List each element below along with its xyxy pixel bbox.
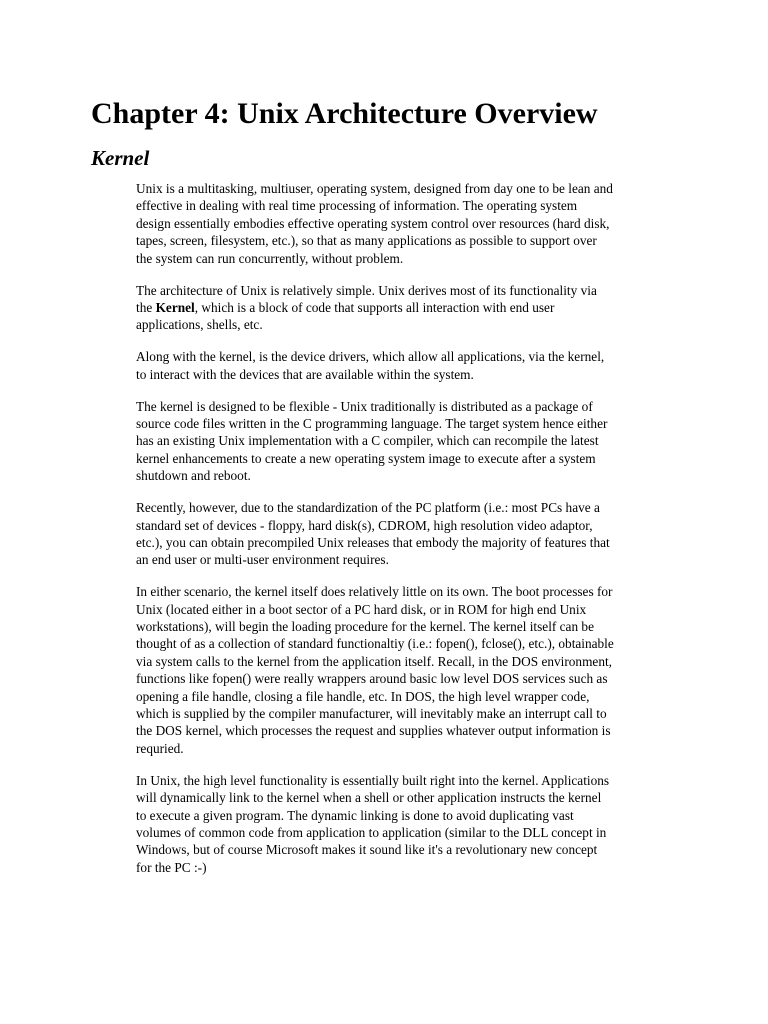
text-line: an end user or multi-user environment requires. <box>136 552 389 568</box>
text-line: volumes of common code from application to application (similar to the DLL concept in <box>136 825 607 840</box>
text-line: via system calls to the kernel from the application itself. Recall, in the DOS environment, <box>136 653 612 669</box>
text-line: requried. <box>136 740 184 756</box>
text-line: functions like fopen() were really wrappers around basic low level DOS services such as <box>136 671 608 687</box>
paragraph-precompiled <box>136 499 681 569</box>
text-line: Unix (located either in a boot sector of a PC hard disk, or in ROM for high end Unix <box>136 601 587 617</box>
text-line: standard set of devices - floppy, hard disk(s), CDROM, high resolution video adaptor, <box>136 517 593 533</box>
text-line: In Unix, the high level functionality is essentially built right into the kernel. Applications <box>136 772 610 788</box>
text-line: will dynamically link to the kernel when a shell or other application instructs the kernel <box>136 790 602 806</box>
text-line: for the PC :-) <box>136 859 207 875</box>
text-line: to interact with the devices that are available within the system. <box>136 366 474 382</box>
body-text <box>136 180 681 891</box>
text-line: opening a file handle, closing a file handle, etc. In DOS, the high level wrapper code, <box>136 688 590 704</box>
text-line: Recently, however, due to the standardization of the PC platform (i.e.: most PCs have a <box>136 500 600 516</box>
text-line <box>136 299 681 316</box>
text-line: workstations), will begin the loading procedure for the kernel. The kernel itself can be <box>136 619 594 635</box>
chapter-title: Chapter 4: Unix Architecture Overview <box>91 97 598 130</box>
text-line: Windows, but of course Microsoft makes it sound like it's a revolutionary new concept <box>136 842 598 858</box>
text-line: to execute a given program. The dynamic linking is done to avoid duplicating vast <box>136 807 574 823</box>
text-line: thought of as a collection of standard functionaltiy (i.e.: fopen(), fclose(), etc.), obtainable <box>136 636 614 652</box>
kernel-term: Kernel <box>155 299 195 315</box>
text-line: The architecture of Unix is relatively simple. Unix derives most of its functionality via <box>136 282 597 298</box>
paragraph-device-drivers <box>136 348 681 383</box>
text-line: etc.), you can obtain precompiled Unix releases that embody the majority of features that <box>136 534 610 550</box>
text-line: Along with the kernel, is the device drivers, which allow all applications, via the kernel, <box>136 349 605 365</box>
text-line: the DOS kernel, which processes the request and supplies whatever output information is <box>136 723 611 739</box>
text-line: shutdown and reboot. <box>136 468 251 484</box>
paragraph-architecture <box>136 282 681 334</box>
text-line: source code files written in the C programming language. The target system hence either <box>136 415 608 431</box>
text-line: applications, shells, etc. <box>136 317 263 333</box>
section-title-kernel: Kernel <box>91 146 150 170</box>
text-line: which is supplied by the compiler manufacturer, will inevitably make an interrupt call to <box>136 706 607 722</box>
paragraph-dynamic-linking <box>136 772 681 876</box>
text-fragment: , which is a block of code that supports all interaction with end user <box>194 299 555 315</box>
text-line: tapes, screen, filesystem, etc.), so that as many applications as possible to support over <box>136 233 597 249</box>
paragraph-boot-process <box>136 583 681 757</box>
paragraph-intro <box>136 180 681 267</box>
text-line: design essentially embodies effective operating system control over resources (hard disk, <box>136 215 610 231</box>
text-line: In either scenario, the kernel itself does relatively little on its own. The boot processes for <box>136 584 613 600</box>
text-line: has an existing Unix implementation with a C compiler, which can recompile the latest <box>136 433 599 449</box>
text-line: The kernel is designed to be flexible - Unix traditionally is distributed as a package of <box>136 398 593 414</box>
text-line: kernel enhancements to create a new operating system image to execute after a system <box>136 450 596 466</box>
paragraph-flexible <box>136 398 681 485</box>
text-line: Unix is a multitasking, multiuser, operating system, designed from day one to be lean and <box>136 181 613 196</box>
text-fragment: the <box>136 299 156 315</box>
text-line: effective in dealing with real time processing of information. The operating system <box>136 198 578 214</box>
text-line: the system can run concurrently, without problem. <box>136 250 404 266</box>
